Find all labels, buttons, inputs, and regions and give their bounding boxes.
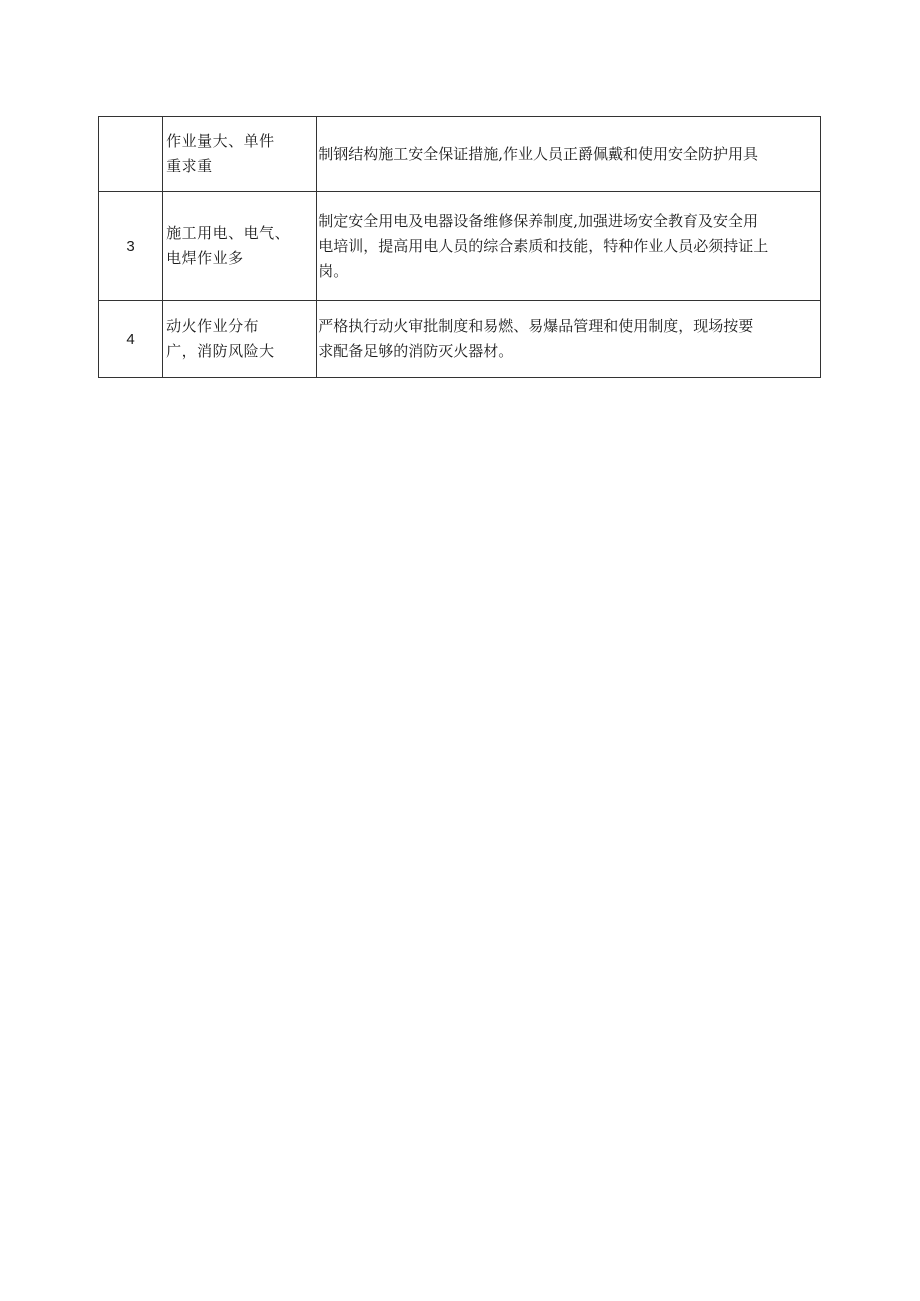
risk-line: 施工用电、电气、 bbox=[166, 224, 291, 242]
measure-line: 求配备足够的消防灭火器材。 bbox=[318, 342, 514, 360]
risk-line: 动火作业分布 bbox=[166, 317, 260, 335]
measure-description bbox=[317, 117, 821, 192]
row-number: 4 bbox=[99, 301, 163, 378]
row-number bbox=[99, 117, 163, 192]
risk-description bbox=[163, 117, 317, 192]
risk-line: 重求重 bbox=[166, 157, 213, 175]
risk-line: 作业量大、单件 bbox=[166, 132, 275, 150]
table-row bbox=[99, 192, 821, 301]
risk-description bbox=[163, 301, 317, 378]
risk-line: 电焊作业多 bbox=[166, 249, 244, 267]
measure-line: 制钢结构施工安全保证措施,作业人员正爵佩戴和使用安全防护用具 bbox=[318, 144, 759, 163]
measure-description bbox=[317, 192, 821, 301]
measure-line: 岗。 bbox=[318, 261, 349, 280]
risk-measures-table bbox=[98, 116, 821, 378]
measure-line: 电培训，提高用电人员的综合素质和技能，特种作业人员必须持证上 bbox=[318, 236, 769, 255]
risk-line: 广，消防风险大 bbox=[166, 342, 275, 360]
measure-line: 严格执行动火审批制度和易燃、易爆品管理和使用制度，现场按要 bbox=[318, 317, 754, 335]
risk-description bbox=[163, 192, 317, 301]
measure-line: 制定安全用电及电器设备维修保养制度,加强进场安全教育及安全用 bbox=[318, 211, 759, 230]
table-row bbox=[99, 117, 821, 192]
measure-description bbox=[317, 301, 821, 378]
table-row bbox=[99, 301, 821, 378]
row-number: 3 bbox=[99, 192, 163, 301]
